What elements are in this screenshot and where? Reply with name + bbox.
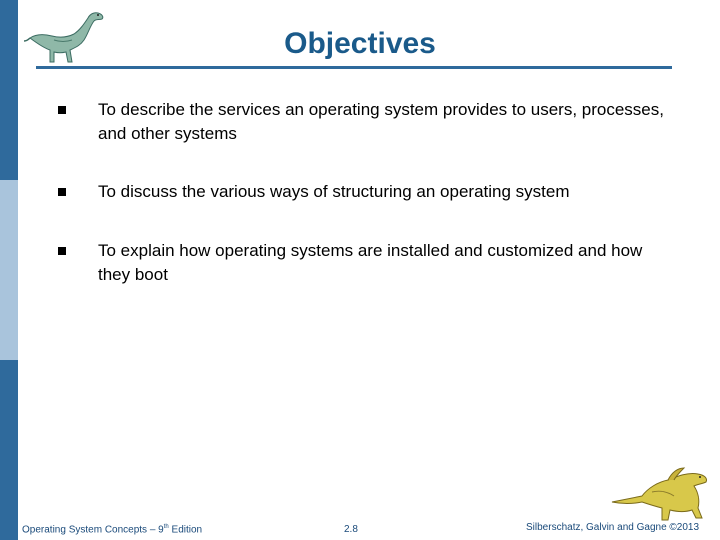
title-underline	[36, 66, 672, 69]
square-bullet-icon	[58, 247, 66, 255]
side-band-bottom	[0, 360, 18, 540]
list-item	[52, 98, 672, 146]
footer-book-title	[22, 524, 202, 535]
dinosaur-icon	[24, 4, 116, 68]
square-bullet-icon	[58, 106, 66, 114]
square-bullet-icon	[58, 188, 66, 196]
bullet-text: To discuss the various ways of structuring an operating system	[98, 182, 570, 201]
list-item	[52, 239, 672, 287]
side-band	[0, 0, 18, 540]
dinosaur-icon	[608, 462, 718, 522]
footer-book-prefix: Operating System Concepts – 9	[22, 524, 164, 536]
bullet-text: To explain how operating systems are installed and customized and how they boot	[98, 241, 643, 284]
footer-book-sup: th	[163, 524, 169, 530]
footer-book-suffix: Edition	[168, 524, 203, 536]
footer-page-number: 2.8	[344, 524, 358, 535]
objectives-list	[52, 98, 672, 287]
bullet-text: To describe the services an operating system provides to users, processes, and other systems	[98, 100, 664, 143]
list-item	[52, 180, 672, 204]
side-band-top	[0, 0, 18, 180]
footer-copyright: Silberschatz, Galvin and Gagne ©2013	[526, 522, 700, 533]
slide-title: Objectives	[284, 27, 436, 60]
side-band-middle	[0, 180, 18, 360]
